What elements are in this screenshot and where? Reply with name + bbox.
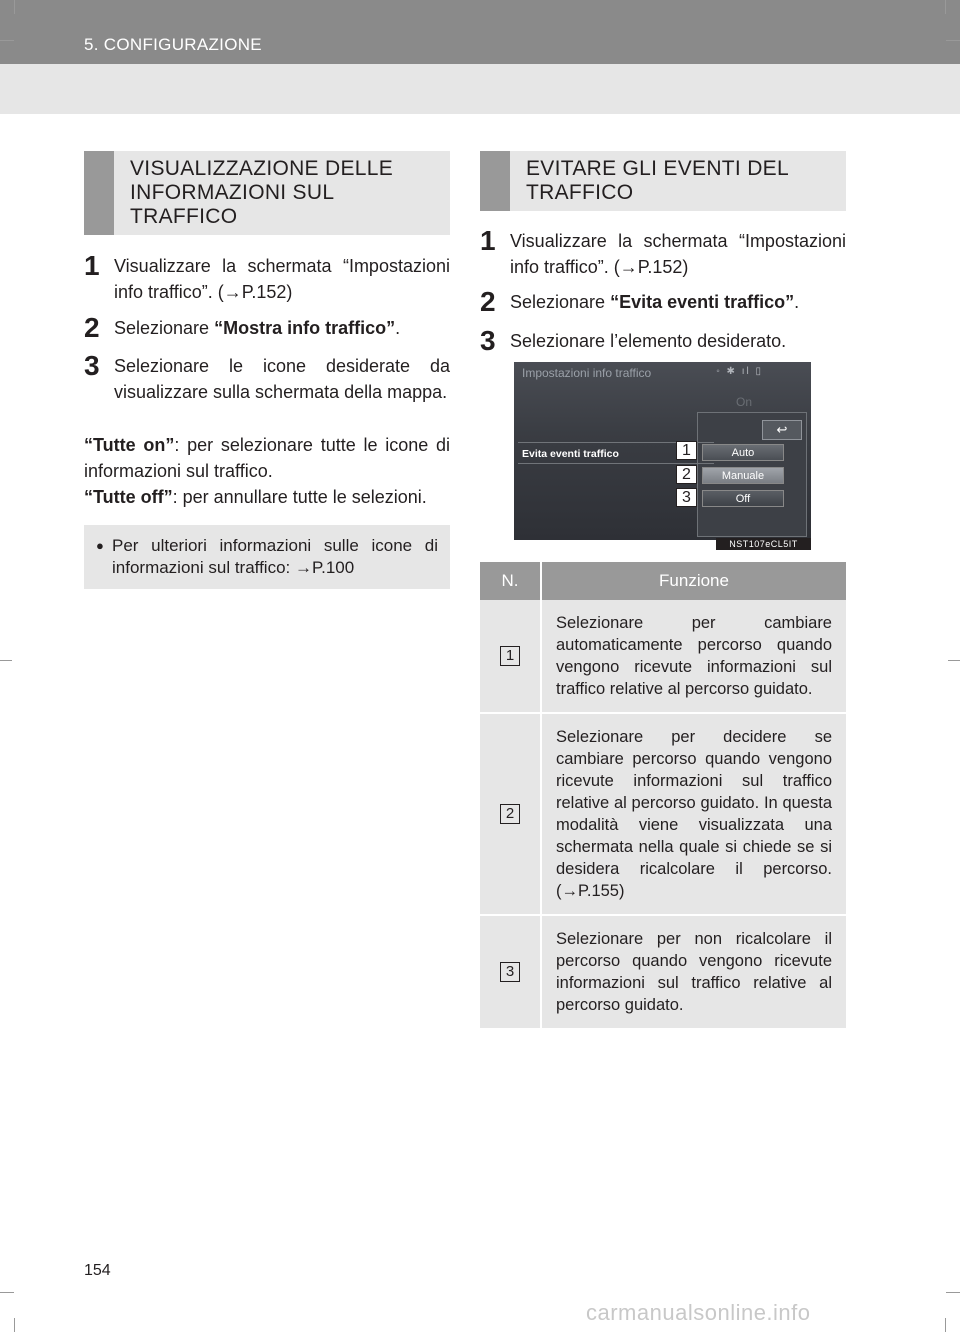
crop-mark bbox=[0, 1292, 14, 1293]
step-number: 2 bbox=[480, 286, 496, 317]
step-number: 2 bbox=[84, 312, 100, 343]
table-header-row bbox=[480, 562, 846, 600]
section-header-avoid-events bbox=[480, 151, 846, 211]
option-manuale-button[interactable]: Manuale bbox=[702, 467, 784, 484]
screen-ghost-option: On bbox=[736, 395, 753, 409]
step-text-plain: Selezionare bbox=[510, 292, 611, 312]
note-text: Per ulteriori informazioni sulle icone di informazioni sul traffico: →P.100 bbox=[112, 536, 438, 577]
crop-mark bbox=[14, 1318, 15, 1332]
section-header-bar bbox=[84, 151, 114, 235]
option-off-button[interactable]: Off bbox=[702, 490, 784, 507]
section-title: EVITARE GLI EVENTI DEL TRAFFICO bbox=[526, 157, 789, 204]
step-text bbox=[114, 315, 400, 341]
para-bold: “Tutte off” bbox=[84, 487, 173, 507]
step-1 bbox=[480, 225, 846, 280]
status-icons: ◦ ✱ ıl ▯ bbox=[716, 366, 763, 377]
function-table bbox=[480, 562, 846, 1030]
step-1 bbox=[84, 250, 450, 305]
para-text: : per annullare tutte le selezioni. bbox=[172, 487, 427, 507]
crop-mark bbox=[0, 660, 12, 661]
step-text: Visualizzare la schermata “Impostazioni info traffico”. (→P.152) bbox=[114, 256, 450, 302]
header-subband bbox=[0, 64, 960, 114]
image-code: NST107eCL5IT bbox=[716, 538, 811, 550]
tutte-off-description bbox=[84, 484, 450, 510]
step-text-bold: “Mostra info traffico” bbox=[214, 318, 396, 338]
section-header-traffic-info bbox=[84, 151, 450, 235]
table-row bbox=[480, 714, 846, 916]
step-text-bold: “Evita eventi traffico” bbox=[610, 292, 795, 312]
step-number: 1 bbox=[84, 250, 100, 281]
step-3 bbox=[84, 350, 450, 405]
table-header-n: N. bbox=[480, 562, 542, 600]
step-text: Selezionare l’elemento desiderato. bbox=[510, 331, 787, 351]
step-number: 3 bbox=[480, 325, 496, 356]
chapter-title: 5. CONFIGURAZIONE bbox=[84, 35, 262, 54]
section-header-bar bbox=[480, 151, 510, 211]
step-number: 1 bbox=[480, 225, 496, 256]
step-3 bbox=[480, 325, 846, 356]
callout-2: 2 bbox=[676, 465, 697, 484]
crop-mark bbox=[945, 1318, 946, 1332]
crop-mark bbox=[948, 660, 960, 661]
table-cell-index bbox=[480, 916, 542, 1030]
para-bold: “Tutte on” bbox=[84, 435, 175, 455]
table-cell-description: Selezionare per cambiare automaticamente percorso quando vengono ricevute informazioni sul traffico relative al percorso guidato. bbox=[542, 600, 846, 714]
crop-mark bbox=[946, 1292, 960, 1293]
watermark: carmanualsonline.info bbox=[586, 1300, 811, 1325]
callout-3: 3 bbox=[676, 488, 697, 507]
step-2 bbox=[84, 312, 450, 343]
step-text: Visualizzare la schermata “Impostazioni info traffico”. (→P.152) bbox=[510, 231, 846, 277]
info-note bbox=[84, 525, 450, 589]
crop-mark bbox=[945, 0, 946, 14]
section-title: VISUALIZZAZIONE DELLE INFORMAZIONI SUL TRAFFICO bbox=[130, 157, 394, 228]
crop-mark bbox=[946, 40, 960, 41]
table-cell-description: Selezionare per non ricalcolare il percorso quando vengono ricevute informazioni sul traffico relative al percorso guidato. bbox=[542, 916, 846, 1030]
table-cell-index bbox=[480, 714, 542, 916]
crop-mark bbox=[14, 0, 15, 14]
step-text-plain: Selezionare bbox=[114, 318, 215, 338]
step-text-plain: . bbox=[395, 318, 401, 338]
page-number: 154 bbox=[84, 1262, 111, 1279]
row-number-box: 3 bbox=[500, 962, 520, 982]
step-number: 3 bbox=[84, 350, 100, 381]
back-button[interactable] bbox=[762, 420, 802, 440]
table-cell-description: Selezionare per decidere se cambiare percorso quando vengono ricevute informazioni sul traffico relative al percorso guidato. In questa modalità viene visualizzata una schermata nella quale si chiede se si desidera ricalcolare il percorso. (→P.155) bbox=[542, 714, 846, 916]
screen-illustration bbox=[514, 362, 811, 540]
row-number-box: 2 bbox=[500, 804, 520, 824]
crop-mark bbox=[0, 40, 14, 41]
row-number-box: 1 bbox=[500, 646, 520, 666]
table-row bbox=[480, 600, 846, 714]
step-2 bbox=[480, 286, 846, 317]
screen-row-label: Evita eventi traffico bbox=[518, 442, 714, 464]
table-row bbox=[480, 916, 846, 1030]
screen-header: Impostazioni info traffico bbox=[522, 366, 652, 380]
para-text: : per selezionare tutte le icone di informazioni sul traffico. bbox=[84, 435, 450, 481]
option-auto-button[interactable]: Auto bbox=[702, 444, 784, 461]
table-header-funzione: Funzione bbox=[542, 562, 846, 600]
callout-1: 1 bbox=[676, 441, 697, 460]
tutte-on-description bbox=[84, 432, 450, 484]
table-cell-index bbox=[480, 600, 542, 714]
back-arrow-icon: ↩ bbox=[776, 422, 788, 437]
step-text: Selezionare le icone desiderate da visualizzare sulla schermata della mappa. bbox=[114, 356, 450, 402]
bullet-icon: ● bbox=[96, 538, 104, 553]
step-text-plain: . bbox=[794, 292, 800, 312]
step-text bbox=[510, 289, 799, 315]
